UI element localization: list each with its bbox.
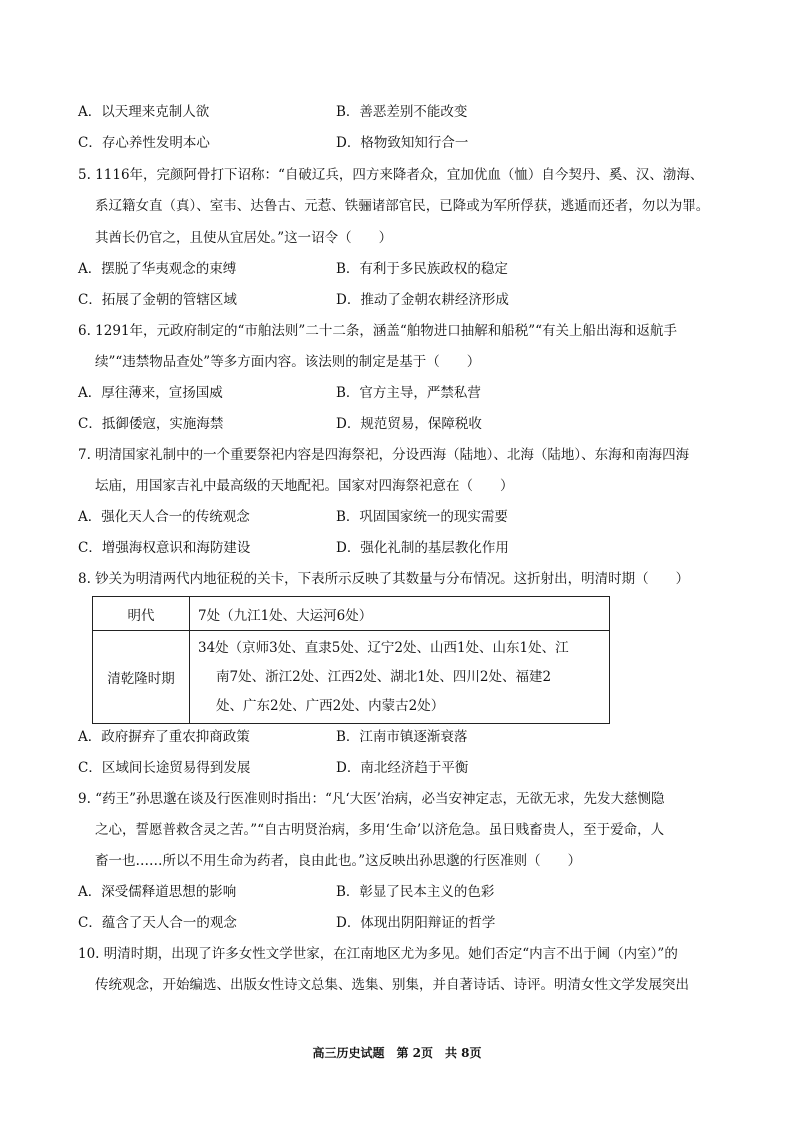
q8-table-qing-line-3: 处、广东2处、广西2处、内蒙古2处） bbox=[216, 697, 445, 714]
q6-stem-line-1: 6. 1291年，元政府制定的“市舶法则”二十二条，涵盖“舶物进口抽解和船税”“有关上船出海和返航手 bbox=[78, 323, 678, 339]
q8-table-row-ming bbox=[93, 597, 610, 631]
q6-stem-line-2: 续”“违禁物品查处”等多方面内容。该法则的制定是基于（ ） bbox=[95, 354, 481, 370]
q5-stem-line-2: 系辽籍女直（真）、室韦、达鲁古、元惹、铁骊诸部官民，已降或为军所俘获，逃遁而还者，勿以为罪。 bbox=[95, 198, 710, 214]
q9-option-b: B．彰显了民本主义的色彩 bbox=[336, 884, 495, 900]
q7-stem-line-2: 坛庙，用国家吉礼中最高级的天地配祀。国家对四海祭祀意在（ ） bbox=[95, 478, 514, 494]
q8-table-row-qing bbox=[93, 631, 610, 724]
q10-stem-line-2: 传统观念，开始编选、出版女性诗文总集、选集、别集，并自著诗话、诗评。明清女性文学发展突出 bbox=[95, 977, 689, 993]
q4-option-a: A．以天理来克制人欲 bbox=[78, 104, 210, 120]
q7-option-d: D．强化礼制的基层教化作用 bbox=[336, 540, 509, 556]
q9-stem-line-2: 之心，誓愿普救含灵之苦。”“自古明贤治病，多用‘生命’以济危急。虽日贱畜贵人，至于爱命，人 bbox=[95, 822, 665, 838]
q8-table-qing-line-1: 34处（京师3处、直隶5处、辽宁2处、山西1处、山东1处、江 bbox=[198, 639, 569, 656]
q8-option-d: D．南北经济趋于平衡 bbox=[336, 760, 469, 776]
q5-stem-line-3: 其酋长仍官之，且使从宜居处。”这一诏令（ ） bbox=[95, 230, 393, 246]
q6-option-a: A．厚往薄来，宣扬国威 bbox=[78, 385, 223, 401]
q8-option-c: C．区域间长途贸易得到发展 bbox=[78, 760, 251, 776]
q7-stem-line-1: 7. 明清国家礼制中的一个重要祭祀内容是四海祭祀，分设西海（陆地）、北海（陆地）、东海和南海四海 bbox=[78, 447, 690, 463]
q5-option-a: A．摆脱了华夷观念的束缚 bbox=[78, 261, 237, 277]
q8-stem-line-1: 8. 钞关为明清两代内地征税的关卡，下表所示反映了其数量与分布情况。这折射出，明清时期（ ） bbox=[78, 571, 690, 587]
q8-option-b: B．江南市镇逐渐衰落 bbox=[336, 729, 468, 745]
q7-option-b: B．巩固国家统一的现实需要 bbox=[336, 509, 508, 525]
q8-option-a: A．政府摒弃了重农抑商政策 bbox=[78, 729, 250, 745]
q5-option-b: B．有利于多民族政权的稳定 bbox=[336, 261, 508, 277]
q9-stem-line-1: 9. “药王”孙思邈在谈及行医准则时指出：“凡‘大医’治病，必当安神定志，无欲无求，先发大慈恻隐 bbox=[78, 791, 665, 807]
q4-option-c: C．存心养性发明本心 bbox=[78, 135, 210, 151]
q4-option-d: D．格物致知知行合一 bbox=[336, 135, 469, 151]
q7-option-c: C．增强海权意识和海防建设 bbox=[78, 540, 251, 556]
q5-option-d: D．推动了金朝农耕经济形成 bbox=[336, 292, 509, 308]
q6-option-c: C．抵御倭寇，实施海禁 bbox=[78, 416, 224, 432]
q8-table-head-ming: 明代 bbox=[93, 597, 190, 631]
q4-option-b: B．善恶差别不能改变 bbox=[336, 104, 468, 120]
q7-option-a: A．强化天人合一的传统观念 bbox=[78, 509, 250, 525]
q8-table-head-qing: 清乾隆时期 bbox=[93, 631, 190, 724]
q9-option-a: A．深受儒释道思想的影响 bbox=[78, 884, 237, 900]
q8-table bbox=[92, 596, 610, 724]
q5-stem-line-1: 5. 1116年，完颜阿骨打下诏称：“自破辽兵，四方来降者众，宜加优血（恤）自今契丹、奚、汉、渤海、 bbox=[78, 167, 704, 183]
q6-option-d: D．规范贸易，保障税收 bbox=[336, 416, 482, 432]
q8-table-body-qing bbox=[190, 631, 610, 724]
q9-stem-line-3: 畜一也……所以不用生命为药者，良由此也。”这反映出孙思邈的行医准则（ ） bbox=[95, 853, 582, 869]
q9-option-d: D．体现出阴阳辩证的哲学 bbox=[336, 915, 496, 931]
q9-option-c: C．蕴含了天人合一的观念 bbox=[78, 915, 237, 931]
page-footer: 高三历史试题 第 2页 共 8页 bbox=[312, 1046, 482, 1060]
q8-table-qing-line-2: 南7处、浙江2处、江西2处、湖北1处、四川2处、福建2 bbox=[216, 668, 552, 685]
q10-stem-line-1: 10. 明清时期，出现了许多女性文学世家，在江南地区尤为多见。她们否定“内言不出于阃（内室）”的 bbox=[78, 946, 678, 962]
q8-table-body-ming: 7处（九江1处、大运河6处） bbox=[190, 597, 610, 631]
q5-option-c: C．拓展了金朝的管辖区域 bbox=[78, 292, 237, 308]
q6-option-b: B．官方主导，严禁私营 bbox=[336, 385, 481, 401]
